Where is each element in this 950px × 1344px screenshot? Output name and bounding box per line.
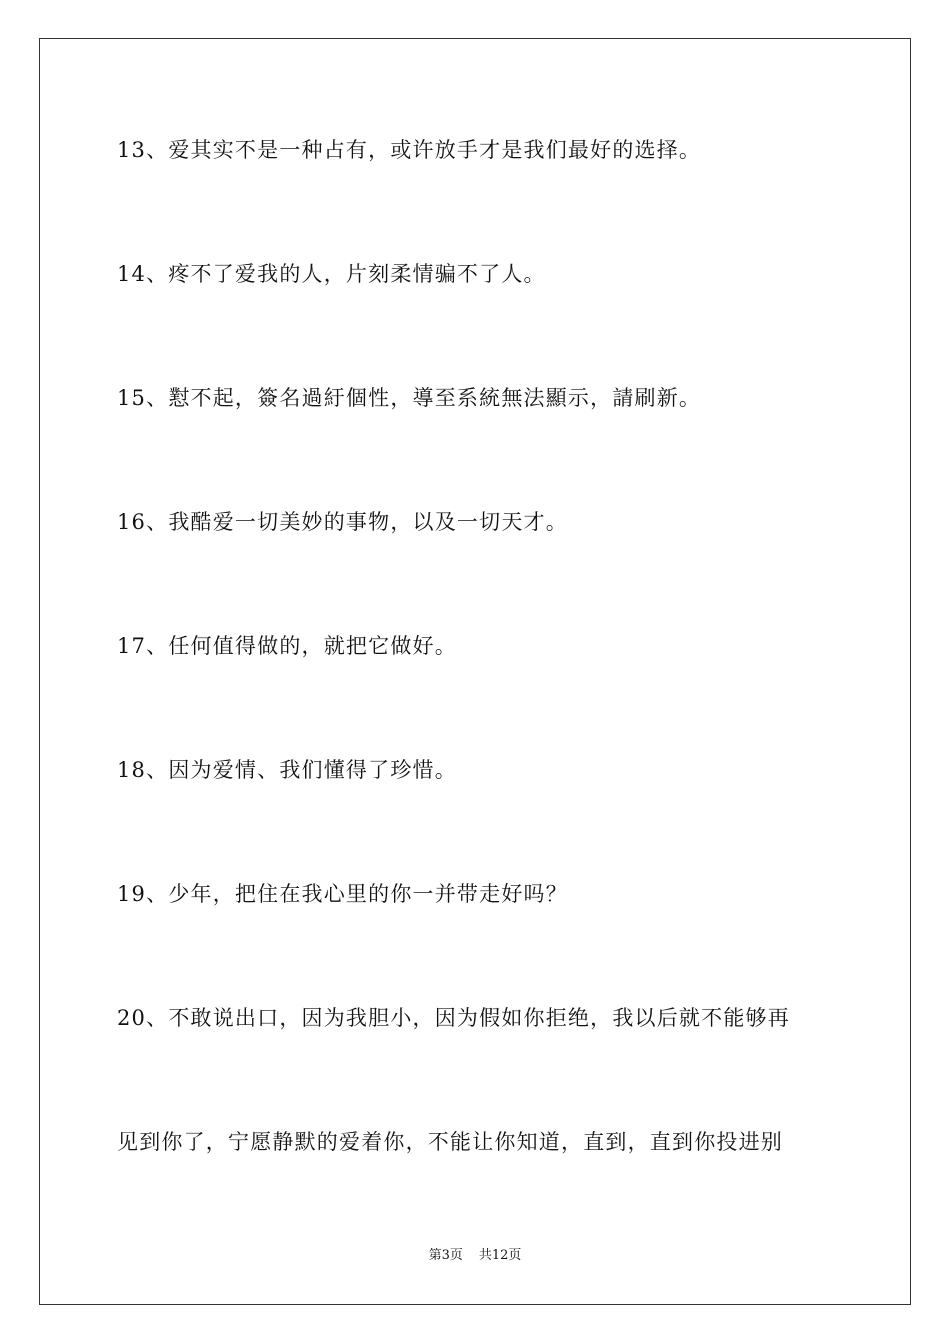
text-line: 见到你了，宁愿静默的爱着你，不能让你知道，直到，直到你投进别	[117, 1130, 783, 1154]
text-line: 18、因为爱情、我们懂得了珍惜。	[117, 758, 457, 782]
text-line: 15、懟不起，簽名過紆個性，導至系統無法顯示，請刷新。	[117, 386, 702, 410]
page-number: 第3页	[428, 1248, 463, 1263]
page-footer	[0, 1247, 950, 1265]
page-border	[39, 38, 911, 1305]
text-line: 17、任何值得做的，就把它做好。	[117, 634, 457, 658]
text-line: 19、少年，把住在我心里的你一并带走好吗？	[117, 882, 568, 906]
text-line: 13、爱其实不是一种占有，或许放手才是我们最好的选择。	[117, 138, 702, 162]
text-line: 16、我酷爱一切美妙的事物，以及一切天才。	[117, 510, 568, 534]
text-line: 20、不敢说出口，因为我胆小，因为假如你拒绝，我以后就不能够再	[117, 1006, 790, 1030]
page-total: 共12页	[478, 1248, 522, 1263]
text-line: 14、疼不了爱我的人，片刻柔情骗不了人。	[117, 262, 546, 286]
